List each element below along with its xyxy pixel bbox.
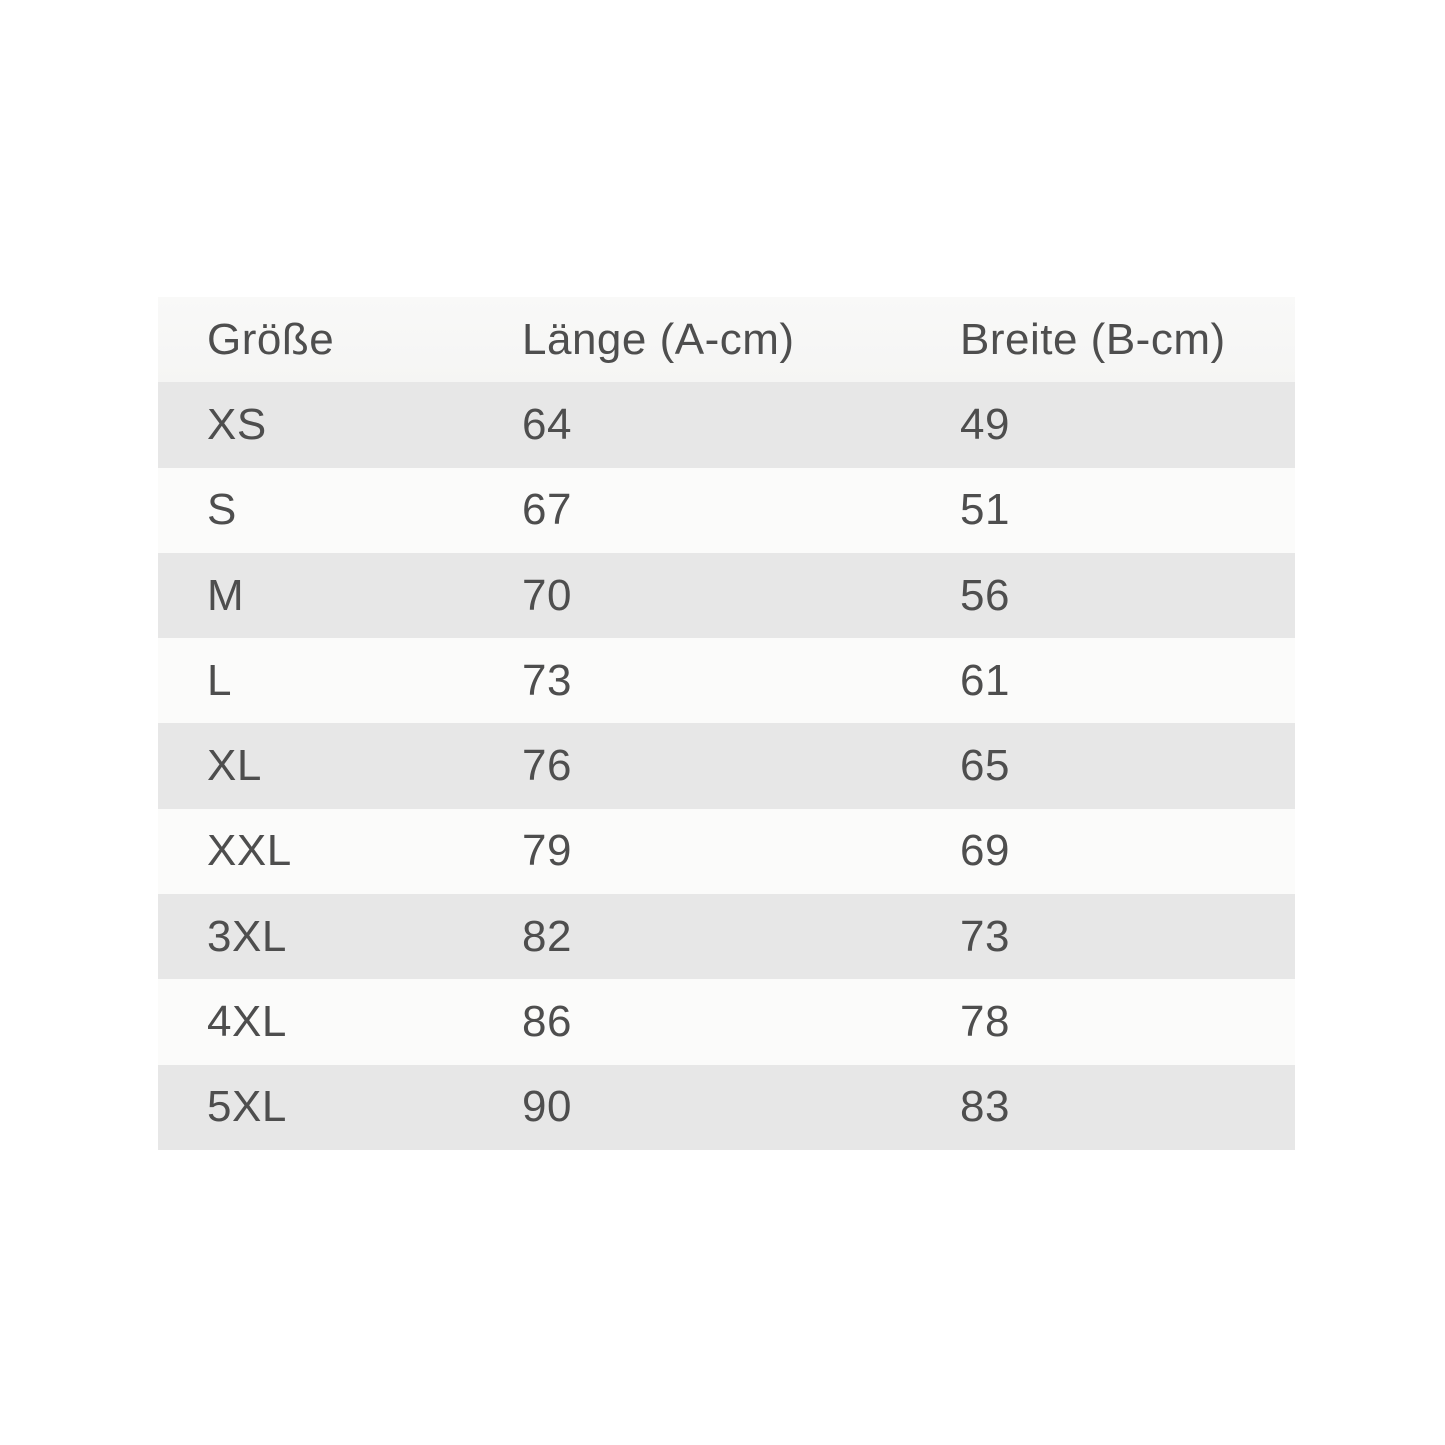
header-cell-length: Länge (A-cm) bbox=[522, 314, 795, 364]
cell-length: 70 bbox=[522, 570, 572, 620]
cell-size: XL bbox=[207, 741, 262, 791]
cell-width: 51 bbox=[960, 485, 1010, 535]
table-row-xs bbox=[158, 382, 1295, 467]
table-row-5xl bbox=[158, 1065, 1295, 1150]
cell-size: 5XL bbox=[207, 1082, 287, 1132]
cell-length: 67 bbox=[522, 485, 572, 535]
cell-width: 83 bbox=[960, 1082, 1010, 1132]
cell-size: 4XL bbox=[207, 997, 287, 1047]
cell-width: 69 bbox=[960, 826, 1010, 876]
cell-size: XS bbox=[207, 399, 267, 449]
cell-length: 64 bbox=[522, 399, 572, 449]
cell-size: 3XL bbox=[207, 911, 287, 961]
table-row-4xl bbox=[158, 979, 1295, 1064]
cell-width: 73 bbox=[960, 911, 1010, 961]
table-row-s bbox=[158, 468, 1295, 553]
cell-size: S bbox=[207, 485, 237, 535]
cell-size: XXL bbox=[207, 826, 292, 876]
cell-length: 86 bbox=[522, 997, 572, 1047]
cell-length: 73 bbox=[522, 655, 572, 705]
cell-width: 61 bbox=[960, 655, 1010, 705]
table-row-l bbox=[158, 638, 1295, 723]
table-row-3xl bbox=[158, 894, 1295, 979]
table-row-xxl bbox=[158, 809, 1295, 894]
cell-size: L bbox=[207, 655, 232, 705]
cell-width: 49 bbox=[960, 399, 1010, 449]
size-chart-table bbox=[158, 297, 1295, 1150]
cell-size: M bbox=[207, 570, 245, 620]
cell-length: 79 bbox=[522, 826, 572, 876]
table-row-m bbox=[158, 553, 1295, 638]
cell-width: 56 bbox=[960, 570, 1010, 620]
table-header-row bbox=[158, 297, 1295, 382]
header-cell-size: Größe bbox=[207, 314, 335, 364]
cell-length: 90 bbox=[522, 1082, 572, 1132]
table-row-xl bbox=[158, 723, 1295, 808]
cell-width: 65 bbox=[960, 741, 1010, 791]
cell-length: 76 bbox=[522, 741, 572, 791]
cell-length: 82 bbox=[522, 911, 572, 961]
header-cell-width: Breite (B-cm) bbox=[960, 314, 1226, 364]
cell-width: 78 bbox=[960, 997, 1010, 1047]
